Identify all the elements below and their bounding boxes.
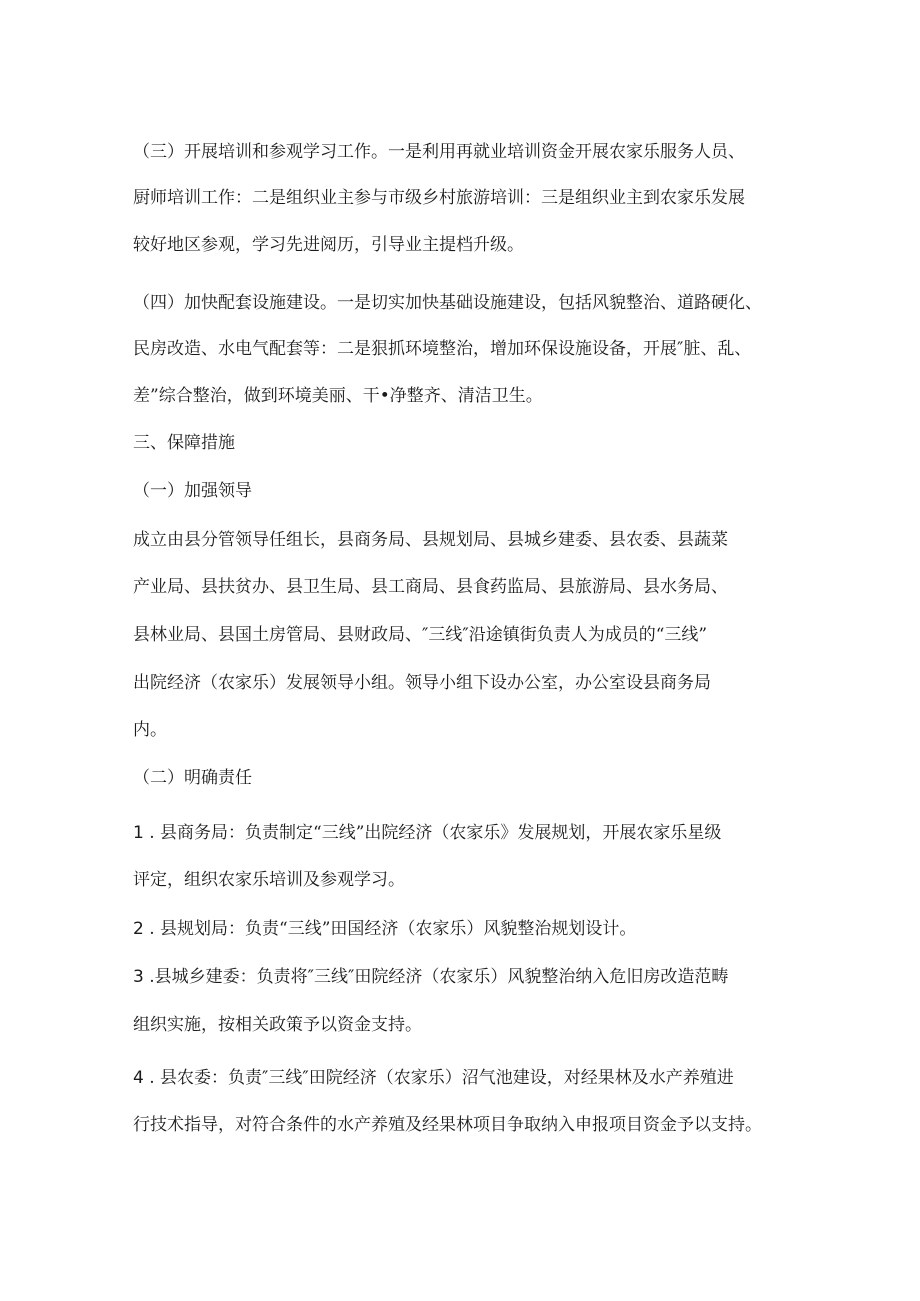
paragraph-line: 厨师培训工作：二是组织业主参与市级乡村旅游培训：三是组织业主到农家乐发展: [133, 188, 745, 208]
paragraph-line: 产业局、县扶贫办、县卫生局、县工商局、县食药监局、县旅游局、县水务局、: [133, 577, 728, 597]
paragraph-line: 行技术指导，对符合条件的水产养殖及经果林项目争取纳入申报项目资金予以支持。: [133, 1115, 762, 1135]
list-number: 3: [133, 967, 144, 987]
list-item: [133, 966, 728, 988]
list-item: [133, 822, 721, 844]
paragraph-line: 内。: [133, 720, 167, 740]
paragraph-line: 差”综合整治，做到环境美丽、干•净整齐、清洁卫生。: [133, 386, 543, 406]
list-item-text: . 县规划局：负责“三线”田国经济（农家乐）风貌整治规划设计。: [143, 919, 637, 939]
list-number: 1: [133, 823, 144, 843]
subsection-heading: （二）明确责任: [133, 768, 252, 788]
paragraph-line: 民房改造、水电气配套等：二是狠抓环境整治，增加环保设施设备，开展″脏、乱、: [133, 339, 752, 359]
paragraph-line: 出院经济（农家乐）发展领导小组。领导小组下设办公室，办公室设县商务局: [133, 673, 711, 693]
list-item-text: . 县商务局：负责制定“三线”出院经济（农家乐》发展规划，开展农家乐星级: [143, 823, 722, 843]
paragraph-line: （三）开展培训和参观学习工作。一是利用再就业培训资金开展农家乐服务人员、: [133, 142, 745, 162]
paragraph-line: 较好地区参观，学习先进阅历，引导业主提档升级。: [133, 235, 524, 255]
paragraph-line: 县林业局、县国土房管局、县财政局、″三线″沿途镇街负责人为成员的“三线”: [133, 625, 708, 645]
list-item: [133, 918, 636, 940]
list-number: 2: [133, 919, 144, 939]
list-item-text: .县城乡建委：负责将″三线″田院经济（农家乐）风貌整治纳入危旧房改造范畴: [143, 967, 729, 987]
section-heading: 三、保障措施: [133, 433, 235, 453]
paragraph-line: 评定，组织农家乐培训及参观学习。: [133, 870, 405, 890]
list-item: [133, 1067, 734, 1089]
paragraph-line: 成立由县分管领导任组长，县商务局、县规划局、县城乡建委、县农委、县蔬菜: [133, 530, 728, 550]
list-item-text: . 县农委：负责″三线″田院经济（农家乐）沼气池建设，对经果林及水产养殖进: [143, 1068, 734, 1088]
paragraph-line: （四）加快配套设施建设。一是切实加快基础设施建设，包括风貌整治、道路硬化、: [133, 293, 762, 313]
subsection-heading: （一）加强领导: [133, 481, 252, 501]
list-number: 4: [133, 1068, 144, 1088]
paragraph-line: 组织实施，按相关政策予以资金支持。: [133, 1015, 422, 1035]
